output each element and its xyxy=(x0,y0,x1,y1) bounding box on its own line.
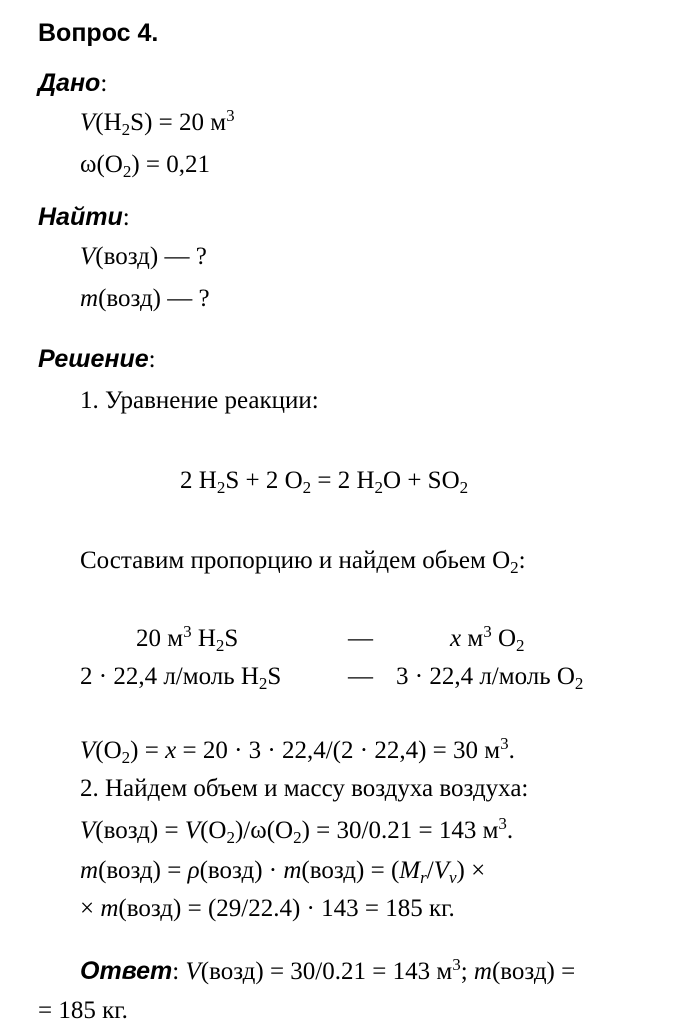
calc-mass-air: m(возд) = ρ(возд) · m(возд) = $(M_r/V_v)$ × xyxy=(80,857,486,887)
proportion-intro: Составим пропорцию и найдем обьем $O_2$: xyxy=(80,547,526,577)
proportion-row1-dash: — xyxy=(348,625,373,652)
answer-line-2: = 185 кг. xyxy=(38,997,128,1024)
proportion-row2-left: 2 · 22,4 л/моль $H_2S$ xyxy=(80,663,282,693)
proportion-row1-left: 20 $м^3$ $H_2S$ xyxy=(136,622,239,655)
calc-mass-air-result: × m(возд) = (29/22.4) · 143 = 185 кг. xyxy=(80,895,455,922)
solution-step-2: 2. Найдем объем и массу воздуха воздуха: xyxy=(80,775,529,802)
reaction-equation: 2 $H_2S + 2$ $O_2 = 2$ $H_2O + SO_2$ xyxy=(180,467,469,497)
answer-line-1: Ответ: V(возд) = 30/0.21 = 143 $м^3$; m(возд) = xyxy=(80,955,576,985)
find-heading: Найти: xyxy=(38,203,130,231)
calc-volume-air: V(возд) = $V(O_2)/\omega(O_2) = 30/0.21 = 143$ $м^3$. xyxy=(80,814,514,847)
find-mass-air: m(возд) — ? xyxy=(80,285,210,312)
proportion-row2-right: 3 · 22,4 л/моль $O_2$ xyxy=(396,663,584,693)
given-heading: Дано: xyxy=(38,69,108,97)
proportion-row2-dash: — xyxy=(348,663,373,690)
solution-step-1: 1. Уравнение реакции: xyxy=(80,387,319,414)
question-title: Вопрос 4. xyxy=(38,19,159,47)
given-fraction-o2: $\omega(O_2) = 0,21$ xyxy=(80,151,211,181)
solution-heading: Решение: xyxy=(38,345,156,373)
proportion-row1-right: x $м^3$ $O_2$ xyxy=(450,622,525,655)
answer-heading: Ответ xyxy=(80,957,173,985)
find-volume-air: V(возд) — ? xyxy=(80,243,207,270)
calc-volume-o2: $V(O_2) = x = 20 \cdot 3 \cdot 22,4/(2 \cdot 22,4) = 30$ $м^3$. xyxy=(80,734,515,767)
given-volume-h2s: $V(H_2S) = 20$ $м^3$ xyxy=(80,106,235,139)
